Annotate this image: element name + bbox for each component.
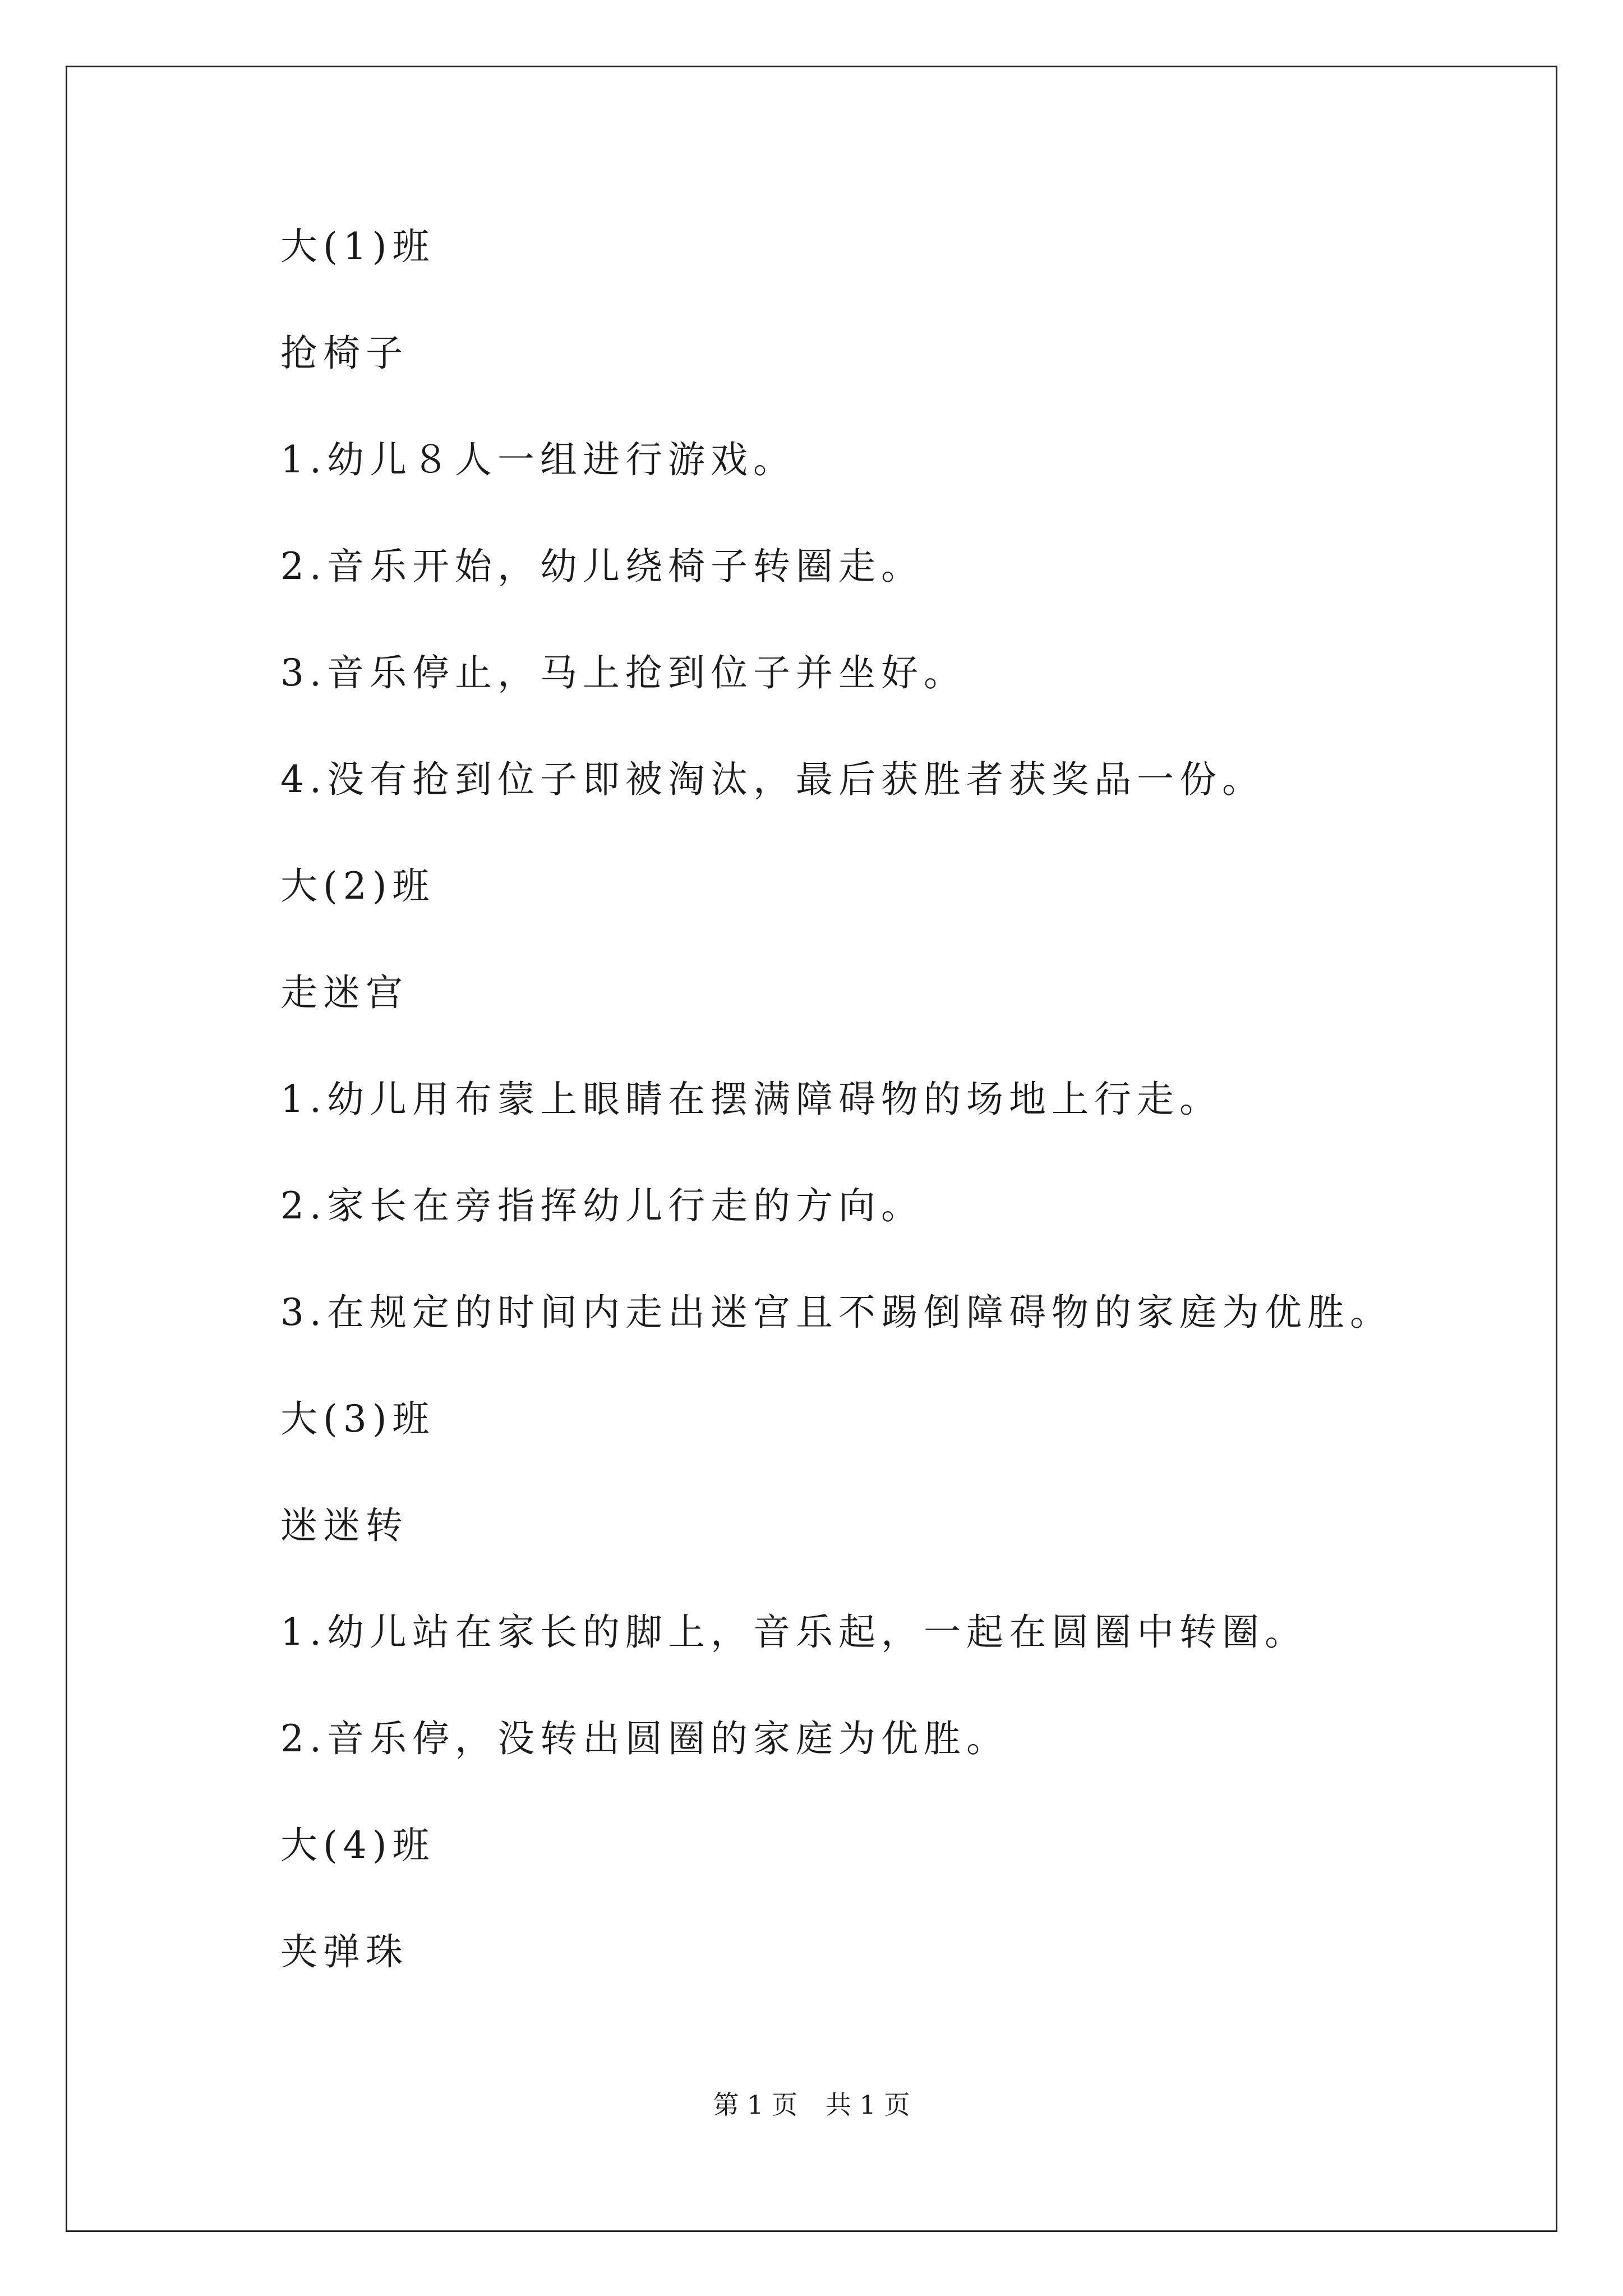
rule-item: 3.在规定的时间内走出迷宫且不踢倒障碍物的家庭为优胜。 xyxy=(280,1291,1393,1334)
page-number-current: 第 1 页 xyxy=(713,2090,797,2120)
rule-item: 1.幼儿８人一组进行游戏。 xyxy=(280,438,796,481)
rule-item: 1.幼儿站在家长的脚上，音乐起，一起在圆圈中转圈。 xyxy=(280,1611,1307,1654)
rule-item: 2.音乐停，没转出圆圈的家庭为优胜。 xyxy=(280,1717,1009,1760)
class-heading: 大(1)班 xyxy=(280,225,435,268)
document-body xyxy=(280,219,1430,2031)
game-title: 夹弹珠 xyxy=(280,1930,408,1973)
rule-item: 2.家长在旁指挥幼儿行走的方向。 xyxy=(280,1184,924,1227)
game-title: 走迷宫 xyxy=(280,971,408,1014)
class-heading: 大(4)班 xyxy=(280,1824,435,1867)
rule-item: 1.幼儿用布蒙上眼睛在摆满障碍物的场地上行走。 xyxy=(280,1078,1222,1121)
rule-item: 4.没有抢到位子即被淘汰，最后获胜者获奖品一份。 xyxy=(280,758,1265,801)
game-title: 迷迷转 xyxy=(280,1504,408,1547)
page-number-total: 共 1 页 xyxy=(826,2090,910,2120)
game-title: 抢椅子 xyxy=(280,332,408,375)
rule-item: 2.音乐开始，幼儿绕椅子转圈走。 xyxy=(280,545,924,588)
class-heading: 大(2)班 xyxy=(280,864,435,908)
class-heading: 大(3)班 xyxy=(280,1397,435,1441)
rule-item: 3.音乐停止，马上抢到位子并坐好。 xyxy=(280,651,966,694)
page-footer xyxy=(0,2088,1623,2122)
